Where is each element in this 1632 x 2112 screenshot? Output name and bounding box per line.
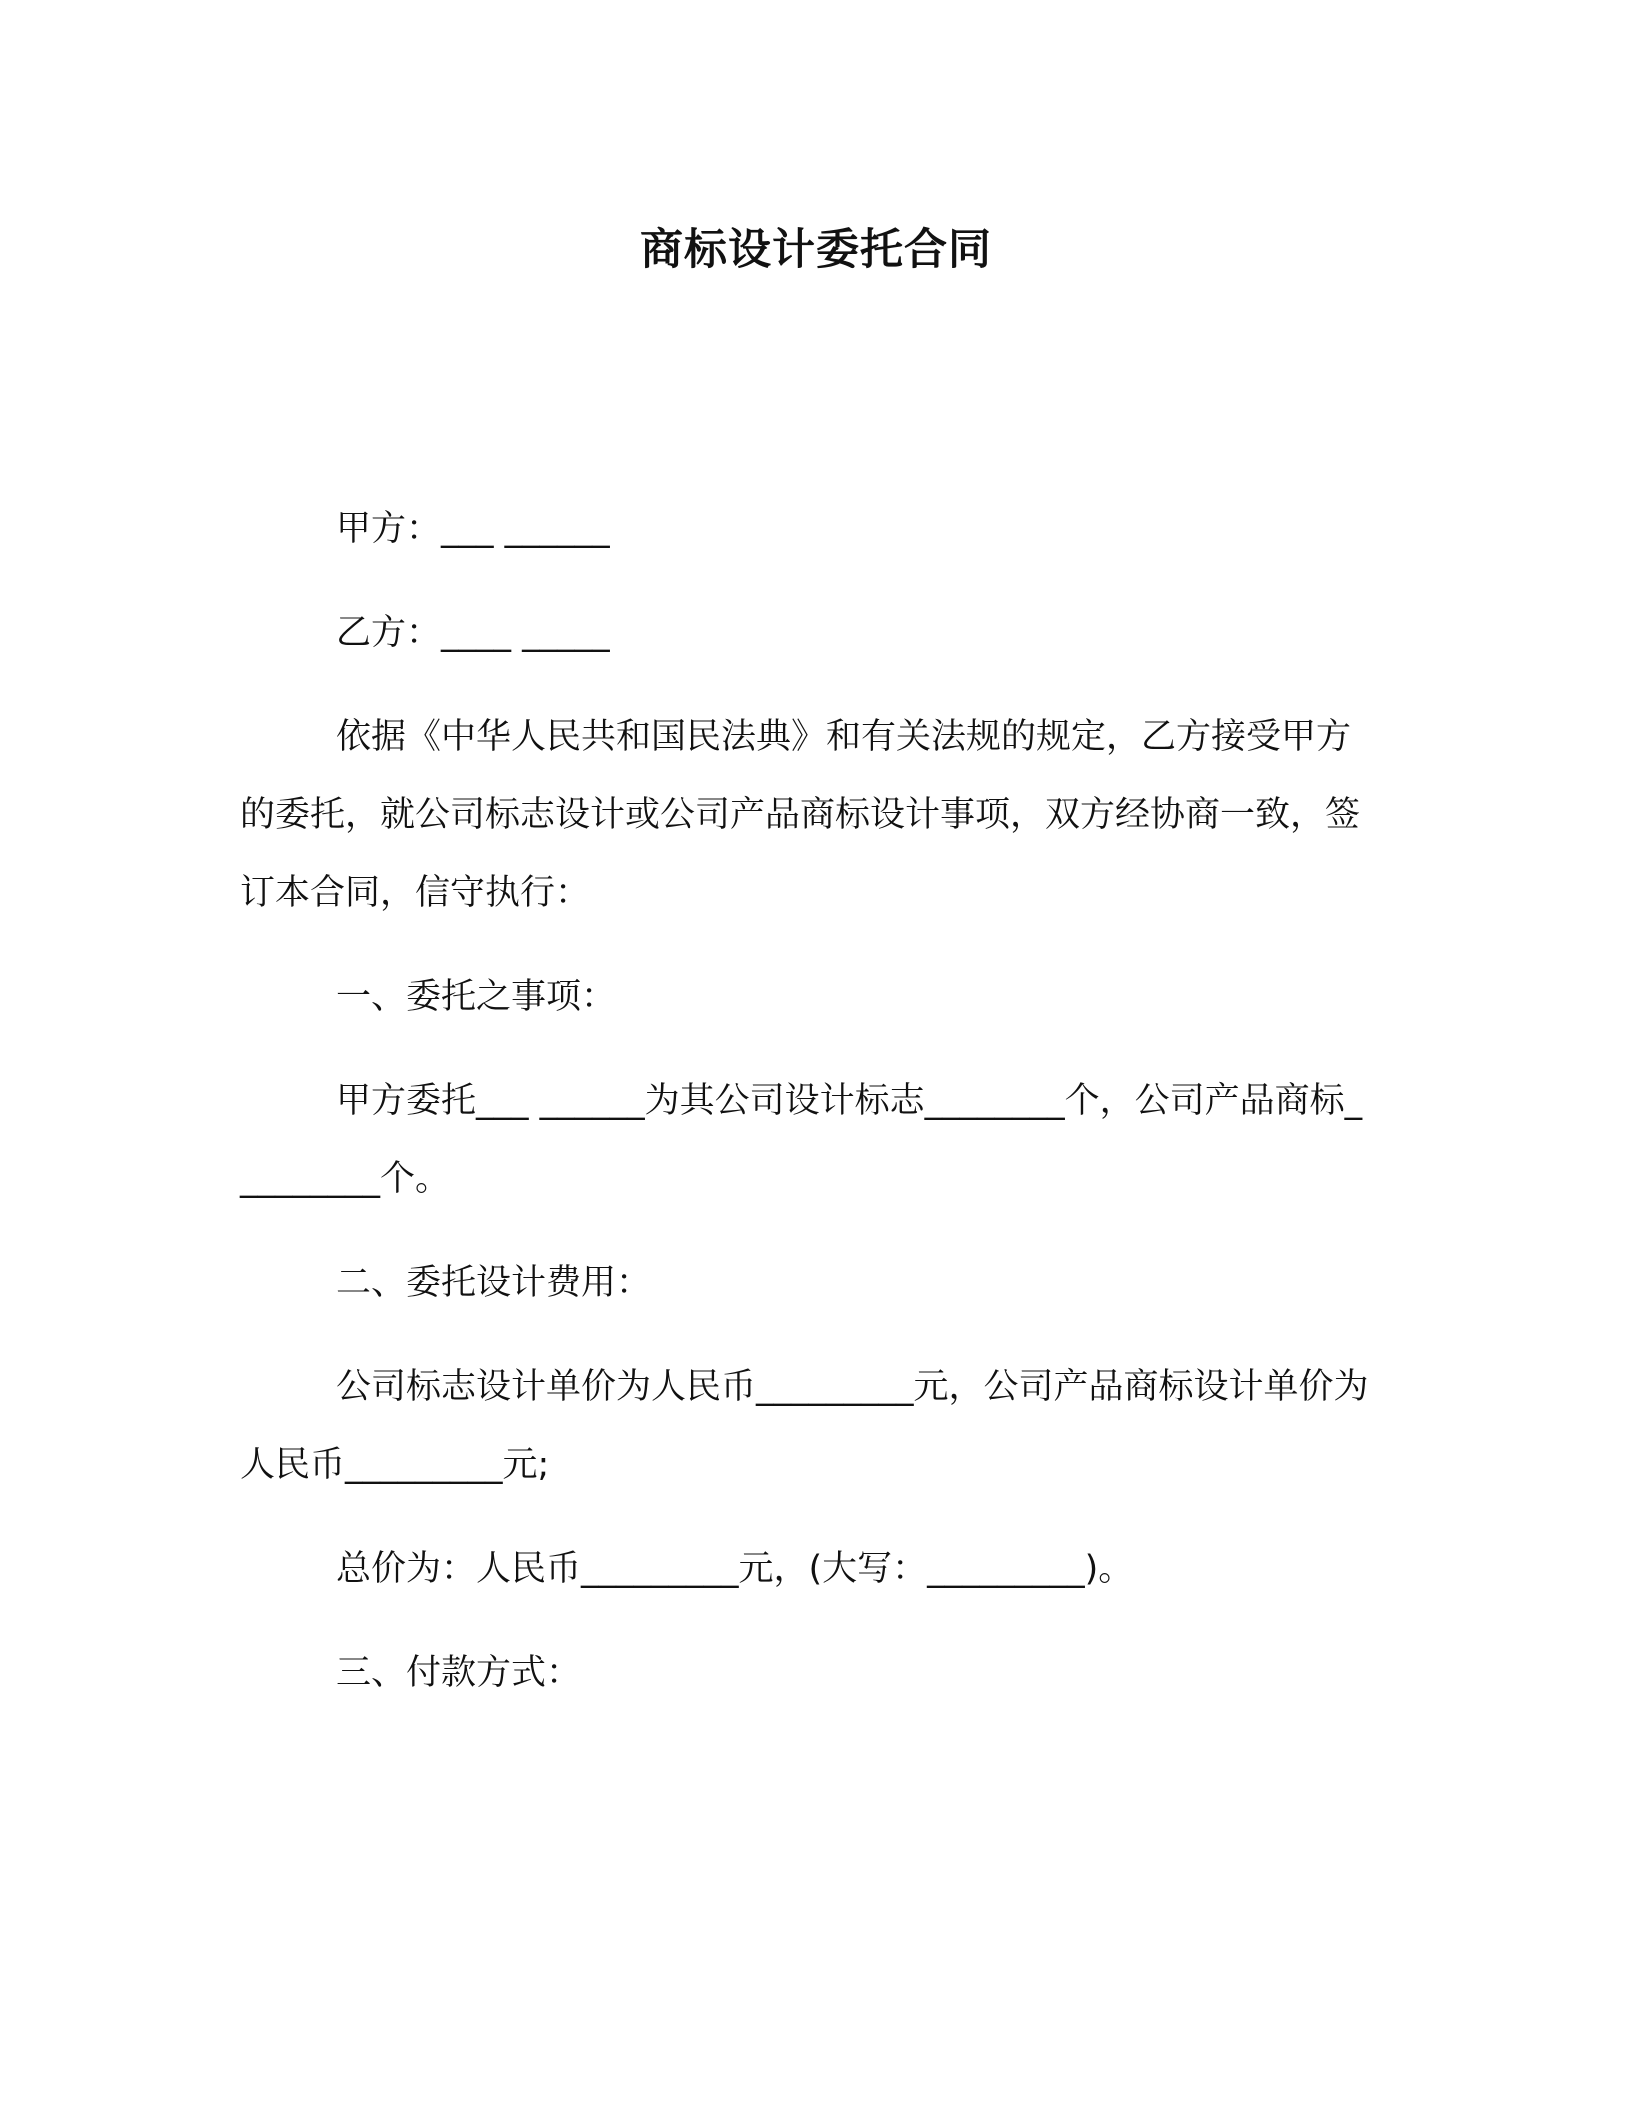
document-body bbox=[240, 490, 1376, 1738]
section-heading-3: 三、付款方式： bbox=[336, 1653, 582, 1693]
section-heading-1: 一、委托之事项： bbox=[336, 977, 617, 1017]
party-a-line: 甲方：___ ______ bbox=[336, 509, 610, 549]
party-b-line: 乙方：____ _____ bbox=[336, 613, 610, 653]
preamble-paragraph: 依据《中华人民共和国民法典》和有关法规的规定，乙方接受甲方的委托，就公司标志设计或公司产品商标设计事项，双方经协商一致，签订本合同，信守执行： bbox=[240, 717, 1361, 913]
page-title: 商标设计委托合同 bbox=[640, 225, 992, 275]
section-1-paragraph: 甲方委托___ ______为其公司设计标志________个，公司产品商标_________个。 bbox=[240, 1081, 1363, 1199]
section-2-paragraph-unit-price: 公司标志设计单价为人民币_________元，公司产品商标设计单价为人民币_________元; bbox=[240, 1367, 1369, 1485]
section-heading-2: 二、委托设计费用： bbox=[336, 1263, 652, 1303]
section-2-paragraph-total: 总价为：人民币_________元，(大写：_________)。 bbox=[336, 1549, 1134, 1589]
